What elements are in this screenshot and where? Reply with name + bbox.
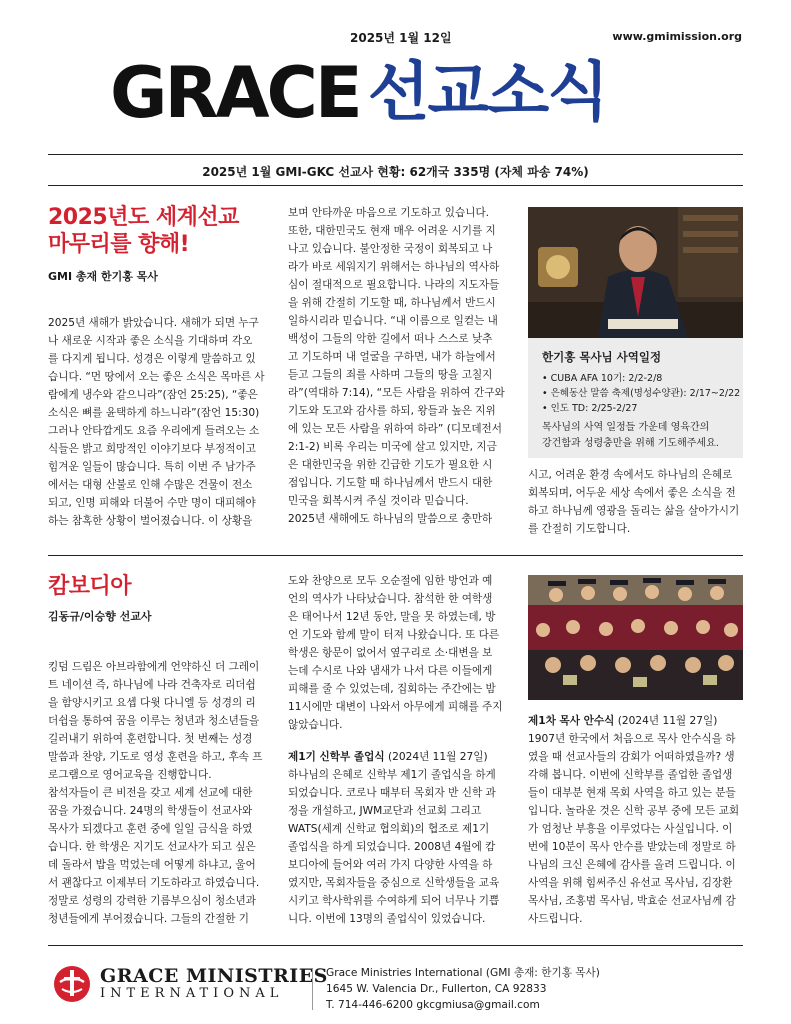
text-line: 를 다지게 됩니다. 성경은 이렇게 말씀하고 있 — [48, 353, 256, 365]
text-line: 정을 개설하고, JWM교단과 선교회 그리고 — [288, 805, 482, 817]
text-line: 하는 참혹한 상황이 벌어졌습니다. 이 상황을 — [48, 515, 253, 527]
schedule-box — [528, 338, 743, 458]
text-line: 도와 찬양으로 모두 오순절에 임한 방언과 예 — [288, 575, 493, 587]
text-line: 언 기도와 함께 말이 터져 나왔습니다. 또 다른 — [288, 629, 500, 641]
article2-col1 — [48, 658, 278, 928]
text-line: 않았습니다. — [288, 719, 343, 731]
text-line: 은 대한민국을 위한 긴급한 기도가 필요한 시 — [288, 459, 493, 471]
text-line: 식들은 밝고 희망적인 이야기보다 부정적이고 — [48, 443, 256, 455]
gmi-logo — [52, 964, 328, 1004]
text-line: 나고 있습니다. 불안정한 국정이 회복되고 나 — [288, 243, 493, 255]
text-line: 트 네이션 즉, 하나님에 나라 건축자로 리더쉽 — [48, 679, 256, 691]
header-rule — [48, 154, 743, 155]
text-line: 청년들에게 부어졌습니다. 그들의 간절한 기 — [48, 913, 250, 925]
article1-title — [48, 204, 278, 258]
text-line: 라”(역대하 7:14), “모든 사람을 위하여 간구와 — [288, 387, 505, 399]
schedule-item: • CUBA AFA 10기: 2/2-2/8 — [542, 373, 663, 384]
text-line: 입니다. 놀라운 것은 신학 공부 중에 모든 교회 — [528, 805, 740, 817]
text-line: 사드립니다. — [528, 913, 583, 925]
text-line: 백성이 그들의 악한 길에서 떠나 스스로 낮추 — [288, 333, 493, 345]
text-line: 민국을 회복시켜 주실 것이라 믿습니다. — [288, 495, 469, 507]
article1-byline: GMI 총재 한기홍 목사 — [48, 270, 158, 283]
article2-header — [48, 573, 278, 624]
text-line: 나님의 크신 은혜에 감사를 올려 드립니다. 이 — [528, 859, 736, 871]
phone-email[interactable]: T. 714-446-6200 gkcgmiusa@gmail.com — [326, 999, 540, 1011]
graduation-heading-bold: 제1기 신학부 졸업식 — [288, 751, 385, 763]
graduation-heading — [288, 748, 518, 766]
schedule-item: • 인도 TD: 2/25-2/27 — [542, 403, 638, 414]
text-line: 일하시리라 믿습니다. “내 이름으로 일컫는 내 — [288, 315, 498, 327]
text-line: 을 위해 간절히 기도할 때, 하나님께서 반드시 — [288, 297, 496, 309]
text-line: 데 돌라서 밥을 먹었는데 어떻게 하냐고, 울어 — [48, 859, 256, 871]
article1-title-line1: 2025년도 세계선교 — [48, 205, 239, 230]
text-line: 점입니다. 기도할 때 하나님께서 반드시 대한 — [288, 477, 493, 489]
text-line: 니다. 이번에 13명의 졸업식이 있었습니다. — [288, 913, 486, 925]
text-line: 였지만, 목회자들을 중심으로 신학생들을 교육 — [288, 877, 500, 889]
article1-col2 — [288, 204, 518, 528]
article1-header — [48, 204, 278, 284]
schedule-note-line2: 강건함과 성령충만을 위해 기도해주세요. — [542, 438, 719, 449]
text-line: 말씀과 찬양, 기도로 영성 훈련을 하고, 후속 프 — [48, 751, 263, 763]
masthead-ko: 선교소식 — [367, 56, 608, 130]
issue-date: 2025년 1월 12일 — [350, 31, 452, 45]
text-line: 에 있는 모든 사람을 위하여 하라” (디모데전서 — [288, 423, 503, 435]
article1-title-line2: 마무리를 향해! — [48, 232, 190, 257]
text-line: 심이 절대적으로 필요합니다. 나라의 지도자들 — [288, 279, 500, 291]
text-line: 듣고 그들의 죄를 사하며 그들의 땅을 고칠지 — [288, 369, 493, 381]
text-line: 정말로 성령의 강력한 기름부으심이 청소년과 — [48, 895, 256, 907]
text-line: 나 새로운 시작과 좋은 소식을 기대하며 각오 — [48, 335, 253, 347]
website-url[interactable]: www.gmimission.org — [612, 30, 742, 43]
text-line: 들이 대부분 현재 목회 사역을 하고 있는 분들 — [528, 787, 736, 799]
text-line: 시키고 학사학위를 수여하게 되어 너무나 기쁩 — [288, 895, 500, 907]
text-line: 하고 하나님께 영광을 돌리는 삶을 살아가시기 — [528, 505, 740, 517]
text-line: 힘겨운 일들이 많습니다. 특히 이번 주 남가주 — [48, 461, 256, 473]
text-line: 하나님의 은혜로 신학부 제1기 졸업식을 하게 — [288, 769, 496, 781]
ordination-heading-date: (2024년 11월 27일) — [614, 715, 718, 727]
text-line: 람에게 냉수와 같으니라”(잠언 25:25), “좋은 — [48, 389, 258, 401]
text-line: 길러내기 위하여 훈련합니다. 첫 번째는 성경 — [48, 733, 253, 745]
article2-col3 — [528, 730, 746, 928]
text-line: 기도와 도고와 감사를 하되, 왕들과 높은 지위 — [288, 405, 496, 417]
logo-name: GRACE MINISTRIES — [100, 965, 328, 987]
footer-rule — [48, 945, 743, 946]
text-line: 1907년 한국에서 처음으로 목사 안수식을 하 — [528, 733, 736, 745]
footer-contact — [326, 965, 600, 1013]
text-line: 을 함양시키고 요셉 다윗 다니엘 등 성경의 리 — [48, 697, 256, 709]
article2-title: 캄보디아 — [48, 574, 132, 599]
text-line: 언의 역사가 나타났습니다. 참석한 한 여학생 — [288, 593, 493, 605]
masthead-en: GRACE — [110, 52, 360, 134]
org-line: Grace Ministries International (GMI 총재: 한기홍 목사) — [326, 967, 600, 979]
text-line: 킹덤 드림은 아브라함에게 언약하신 더 그레이 — [48, 661, 260, 673]
text-line: 번에 10분이 목사 안수를 받았는데 정말로 하 — [528, 841, 736, 853]
text-line: 2025년 새해에도 하나님의 말씀으로 충만하 — [288, 513, 493, 525]
text-line: 를 간절히 기도합니다. — [528, 523, 631, 535]
graduation-heading-date: (2024년 11월 27일) — [384, 751, 488, 763]
text-line: 되었습니다. 코로나 때부터 목회자 반 신학 과 — [288, 787, 496, 799]
text-line: 2025년 새해가 밝았습니다. 새해가 되면 누구 — [48, 317, 259, 329]
missionary-status: 2025년 1월 GMI-GKC 선교사 현황: 62개국 335명 (자체 파송 74%) — [202, 165, 589, 179]
text-line: 는데 수시로 나와 냄새가 나서 다른 이들에게 — [288, 665, 493, 677]
text-line: 보디아에 들어와 여러 가지 다양한 사역을 하 — [288, 859, 493, 871]
graduation-photo — [528, 575, 743, 700]
ordination-heading — [528, 712, 746, 730]
schedule-note — [542, 420, 733, 452]
text-line: 그러나 안타깝게도 요즘 우리에게 들려오는 소 — [48, 425, 260, 437]
text-line: 졸업식을 하게 되었습니다. 2008년 4월에 캄 — [288, 841, 496, 853]
text-line: 되고, 인명 피해와 더불어 수만 명이 대피해야 — [48, 497, 256, 509]
text-line: 소식은 뼈를 윤택하게 하느니라”(잠언 15:30) — [48, 407, 260, 419]
pastor-photo — [528, 207, 743, 338]
section-rule — [48, 555, 743, 556]
text-line: WATS(세계 신학교 협의회)의 협조로 제1기 — [288, 823, 490, 835]
text-line: 꿈을 가졌습니다. 24명의 학생들이 선교사와 — [48, 805, 253, 817]
text-line: 11시에만 대변이 나와서 아무에게 피해를 주지 — [288, 701, 503, 713]
address: 1645 W. Valencia Dr., Fullerton, CA 92833 — [326, 983, 547, 995]
text-line: 에서는 대형 산불로 인해 수많은 건물이 전소 — [48, 479, 253, 491]
text-line: 가 엄청난 부흥을 이루었다는 사실입니다. 이 — [528, 823, 733, 835]
text-line: 2:1-2) 비록 우리는 미국에 살고 있지만, 지금 — [288, 441, 497, 453]
text-line: 학생은 항문이 없어서 옆구리로 소·대변을 보 — [288, 647, 493, 659]
cross-globe-icon — [52, 964, 92, 1004]
schedule-note-line1: 목사님의 사역 일정들 가운데 영육간의 — [542, 422, 710, 433]
article2-col2b — [288, 766, 518, 928]
article1-col3 — [528, 466, 746, 538]
text-line: 참석자들이 큰 비전을 갖고 세계 선교에 대한 — [48, 787, 253, 799]
article2-byline: 김동규/이승향 선교사 — [48, 610, 152, 623]
text-line: 보며 안타까운 마음으로 기도하고 있습니다. — [288, 207, 490, 219]
text-line: 서 괜찮다고 이제부터 기도하라고 하였습니다. — [48, 877, 260, 889]
footer-divider — [312, 968, 313, 1010]
logo-subname: INTERNATIONAL — [100, 986, 284, 1001]
text-line: 회복되며, 어두운 세상 속에서 좋은 소식을 전 — [528, 487, 736, 499]
text-line: 시고, 어려운 환경 속에서도 하나님의 은혜로 — [528, 469, 733, 481]
text-line: 각해 봅니다. 이번에 신학부를 졸업한 졸업생 — [528, 769, 733, 781]
text-line: 였을 때 선교사들의 감회가 어떠하였을까? 생 — [528, 751, 735, 763]
schedule-list — [528, 371, 743, 416]
masthead — [110, 52, 608, 134]
text-line: 사역을 위해 힘써주신 유선교 목사님, 김장환 — [528, 877, 733, 889]
text-line: 더쉽을 통하여 꿈을 이루는 청년과 청소년들을 — [48, 715, 260, 727]
article1-col1 — [48, 314, 278, 530]
text-line: 또한, 대한민국도 현재 매우 어려운 시기를 지 — [288, 225, 496, 237]
text-line: 피해를 줄 수 있었는데, 집회하는 주간에는 밤 — [288, 683, 496, 695]
schedule-item: • 은혜동산 말씀 축제(명성수양관): 2/17~2/22 — [542, 388, 741, 399]
text-line: 로그램으로 영어교육을 진행합니다. — [48, 769, 212, 781]
text-line: 은 태어나서 12년 동안, 말을 못 하였는데, 방 — [288, 611, 496, 623]
text-line: 라가 바로 세워지기 위해서는 하나님의 역사하 — [288, 261, 500, 273]
text-line: 목사님, 조홍범 목사님, 박효순 선교사님께 감 — [528, 895, 736, 907]
text-line: 습니다. 한 학생은 지기도 선교사가 되고 싶은 — [48, 841, 256, 853]
schedule-title: 한기홍 목사님 사역일정 — [542, 350, 662, 364]
article2-col2a — [288, 572, 518, 734]
ordination-heading-bold: 제1차 목사 안수식 — [528, 715, 615, 727]
text-line: 습니다. “먼 땅에서 오는 좋은 소식은 목마른 사 — [48, 371, 265, 383]
text-line: 고 기도하며 내 얼굴을 구하면, 내가 하늘에서 — [288, 351, 496, 363]
text-line: 목사가 되겠다고 훈련 중에 일일 금식을 하였 — [48, 823, 253, 835]
status-rule — [48, 185, 743, 186]
